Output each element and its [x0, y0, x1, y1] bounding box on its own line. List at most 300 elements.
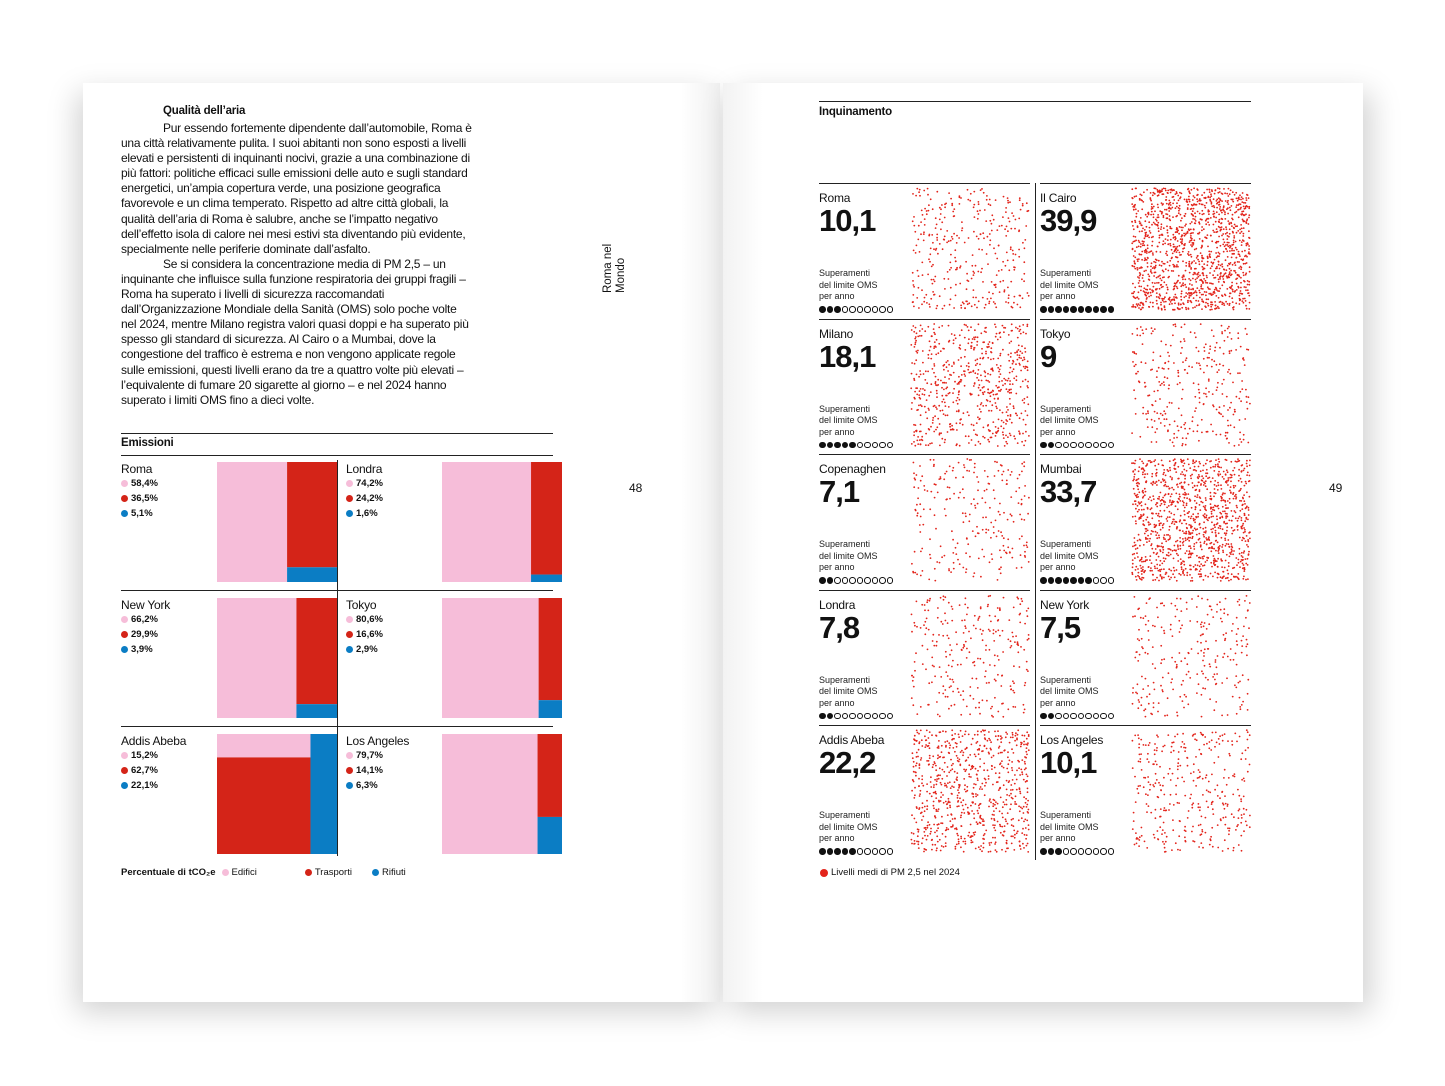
pm25-dot [1141, 637, 1143, 639]
pm25-dot [940, 350, 942, 352]
pm25-dot [1231, 520, 1233, 522]
pm25-dot [1179, 205, 1181, 207]
pm25-dot [930, 248, 932, 250]
pm25-dot [1177, 548, 1179, 550]
pm25-dot [1229, 352, 1231, 354]
pm25-dot [1219, 346, 1221, 348]
pm25-dot [1142, 329, 1144, 331]
pm25-dot [1206, 202, 1208, 204]
pm25-dot [1154, 272, 1156, 274]
pm25-dot [1232, 493, 1234, 495]
pm25-dot [1199, 463, 1201, 465]
pm25-dot [921, 775, 923, 777]
pm25-dot [948, 742, 950, 744]
pm25-dot [914, 477, 916, 479]
pm25-dot [918, 733, 920, 735]
pm25-dot [1228, 222, 1230, 224]
pm25-dot [965, 515, 967, 517]
pm25-dot [1233, 550, 1235, 552]
pm25-dot [1019, 613, 1021, 615]
pm25-dot [1162, 524, 1164, 526]
pm25-dot [1241, 639, 1243, 641]
pm25-dot [1210, 306, 1212, 308]
pm25-dot [1207, 256, 1209, 258]
pm25-dot [1158, 496, 1160, 498]
data-label: 36,5% [131, 493, 158, 504]
pm25-dot [1229, 502, 1231, 504]
pm25-dot [1166, 225, 1168, 227]
pm25-dot [1214, 301, 1216, 303]
pm25-dot [996, 461, 998, 463]
pm25-dot [1174, 458, 1176, 460]
pm25-dot [1025, 332, 1027, 334]
pm25-dot [1246, 262, 1248, 264]
filled-circle-icon [1048, 442, 1055, 449]
pm25-dot [1170, 245, 1172, 247]
pm25-dot [1017, 478, 1019, 480]
pm25-dot [983, 237, 985, 239]
pm25-dot [1158, 242, 1160, 244]
pm25-dot [950, 254, 952, 256]
pm25-dot [1220, 496, 1222, 498]
pm25-dot [1225, 434, 1227, 436]
pm25-dot [1194, 306, 1196, 308]
pm25-dot [1194, 410, 1196, 412]
pm25-dot [1241, 481, 1243, 483]
pm25-dot [948, 392, 950, 394]
pm25-dot [952, 401, 954, 403]
pm25-dot [1002, 411, 1004, 413]
pm25-dot [1014, 801, 1016, 803]
pm25-dot [1174, 463, 1176, 465]
pm25-dot [1210, 495, 1212, 497]
pm25-dot [993, 393, 995, 395]
pm25-dot [972, 530, 974, 532]
pm25-dot [1248, 308, 1250, 310]
pm25-dot [1219, 268, 1221, 270]
pm25-dot [1180, 627, 1182, 629]
pm25-dot [1235, 494, 1237, 496]
pm25-dot [1170, 239, 1172, 241]
pm25-dot [935, 217, 937, 219]
pm25-dot [1205, 676, 1207, 678]
pm25-dot [973, 385, 975, 387]
pm25-dot [941, 386, 943, 388]
pm25-dot [1151, 203, 1153, 205]
pm25-dot [1177, 425, 1179, 427]
pm25-dot [1185, 286, 1187, 288]
pm25-dot [916, 515, 918, 517]
pm25-dot [993, 357, 995, 359]
pm25-dot [1134, 250, 1136, 252]
pm25-dot [1175, 541, 1177, 543]
pm25-dot [1235, 485, 1237, 487]
pm25-dot [1174, 523, 1176, 525]
pm25-dot [1248, 245, 1250, 247]
emissions-cell-new-york [121, 598, 337, 723]
pm25-dot [1200, 286, 1202, 288]
pm25-dot [973, 347, 975, 349]
pm25-dot [965, 731, 967, 733]
pm25-dot [1193, 187, 1195, 189]
pm25-dot [1176, 521, 1178, 523]
pm25-dot [1216, 371, 1218, 373]
pm25-dot-field [910, 458, 1030, 582]
pm25-dot [1156, 370, 1158, 372]
pm25-dot [981, 347, 983, 349]
pm25-dot [1145, 328, 1147, 330]
pm25-dot [1170, 512, 1172, 514]
pm25-dot [978, 248, 980, 250]
pm25-dot [979, 408, 981, 410]
pm25-dot [1154, 465, 1156, 467]
pm25-dot [1142, 467, 1144, 469]
pm25-dot [1154, 625, 1156, 627]
pm25-dot [1216, 408, 1218, 410]
pm25-dot [934, 404, 936, 406]
pm25-dot [1184, 489, 1186, 491]
pm25-dot [921, 779, 923, 781]
pm25-dot [1194, 500, 1196, 502]
pm25-dot [1236, 257, 1238, 259]
pm25-dot [1233, 242, 1235, 244]
filled-circle-icon [827, 713, 834, 720]
pm25-dot [1233, 426, 1235, 428]
pm25-dot [1230, 270, 1232, 272]
pm25-dot [1225, 259, 1227, 261]
pm25-dot [1161, 626, 1163, 628]
pm25-dot [1228, 580, 1230, 582]
pm25-dot [1161, 503, 1163, 505]
pm25-dot [1132, 687, 1134, 689]
pm25-dot [973, 204, 975, 206]
pm25-dot [1243, 233, 1245, 235]
pm25-dot [964, 625, 966, 627]
pm25-dot [1178, 302, 1180, 304]
pm25-dot [956, 399, 958, 401]
pm25-dot [1155, 524, 1157, 526]
pm25-dot [1248, 197, 1250, 199]
pm25-dot [1199, 275, 1201, 277]
filled-circle-icon [1055, 306, 1062, 313]
pm25-dot [1210, 217, 1212, 219]
pm25-dot [1235, 512, 1237, 514]
pm25-dot [1145, 236, 1147, 238]
pm25-dot [925, 627, 927, 629]
pm25-dot [1239, 229, 1241, 231]
pm25-dot [960, 356, 962, 358]
pm25-dot [1240, 199, 1242, 201]
pm25-dot [1163, 227, 1165, 229]
pm25-dot [931, 279, 933, 281]
pm25-dot [1177, 257, 1179, 259]
pm25-dot [1230, 189, 1232, 191]
pm25-dot [950, 704, 952, 706]
pm25-dot [1163, 537, 1165, 539]
pm25-dot [1024, 761, 1026, 763]
pm25-dot [988, 681, 990, 683]
pm25-dot [1134, 516, 1136, 518]
pm25-dot [1217, 202, 1219, 204]
pm25-dot [1155, 513, 1157, 515]
pm25-dot [1132, 573, 1134, 575]
pm25-dot [1028, 295, 1030, 297]
pm25-dot [1193, 566, 1195, 568]
pm25-dot [952, 659, 954, 661]
pm25-dot [1190, 268, 1192, 270]
pm25-dot [911, 408, 913, 410]
pm25-dot [1239, 696, 1241, 698]
pm25-dot [1212, 293, 1214, 295]
pm25-dot [1152, 194, 1154, 196]
pm25-dot [946, 498, 948, 500]
pm25-dot [1235, 576, 1237, 578]
pm25-dot [1014, 706, 1016, 708]
pm25-dot [1245, 206, 1247, 208]
pm25-dot [1245, 558, 1247, 560]
pm25-dot [1150, 302, 1152, 304]
pm25-dot [947, 675, 949, 677]
pm25-dot [1140, 361, 1142, 363]
pm25-dot [1226, 469, 1228, 471]
pm25-dot [932, 416, 934, 418]
pm25-dot [1019, 433, 1021, 435]
pm25-dot [921, 435, 923, 437]
pm25-dot [1007, 379, 1009, 381]
pm25-dot [1236, 643, 1238, 645]
pm25-dot [1230, 480, 1232, 482]
pm25-dot [1196, 534, 1198, 536]
treemap-block-rifiuti [287, 567, 337, 582]
pm25-dot [1180, 548, 1182, 550]
pm25-dot [1202, 515, 1204, 517]
pm25-dot [987, 343, 989, 345]
pm25-dot [976, 362, 978, 364]
pm25-dot [1139, 502, 1141, 504]
pm25-dot [958, 375, 960, 377]
pm25-dot [1164, 632, 1166, 634]
pm25-dot [990, 395, 992, 397]
pm25-dot [994, 461, 996, 463]
pm25-dot [1163, 410, 1165, 412]
pm25-dot [1210, 507, 1212, 509]
pm25-dot [1209, 345, 1211, 347]
pm25-dot [1182, 679, 1184, 681]
pm25-dot [1191, 516, 1193, 518]
pm25-dot [1165, 199, 1167, 201]
pm25-dot [1227, 202, 1229, 204]
pm25-dot [1236, 395, 1238, 397]
pm25-dot [1176, 231, 1178, 233]
pm25-dot [966, 288, 968, 290]
pm25-dot [1135, 372, 1137, 374]
pm25-dot [1180, 660, 1182, 662]
pm25-dot [998, 659, 1000, 661]
pm25-dot [1237, 230, 1239, 232]
pm25-dot [945, 671, 947, 673]
pm25-dot [1215, 295, 1217, 297]
pm25-dot [987, 356, 989, 358]
caption-line: del limite OMS [1040, 686, 1099, 697]
pm25-dot [1144, 494, 1146, 496]
pm25-dot [1183, 469, 1185, 471]
pm25-dot [1241, 388, 1243, 390]
pm25-dot [936, 224, 938, 226]
pm25-dot [1012, 680, 1014, 682]
pm25-dot [1236, 633, 1238, 635]
gutter-shadow [723, 83, 763, 1002]
pm25-dot [930, 198, 932, 200]
legend-dot-icon [121, 495, 128, 502]
pm25-dot [1151, 426, 1153, 428]
pm25-dot [1138, 491, 1140, 493]
filled-circle-icon [834, 306, 841, 313]
pm25-dot [1233, 658, 1235, 660]
pm25-dot [917, 512, 919, 514]
pm25-dot [1209, 517, 1211, 519]
pm25-dot [1196, 606, 1198, 608]
pm25-dot [1011, 819, 1013, 821]
pm25-dot [1174, 576, 1176, 578]
pm25-dot [1151, 543, 1153, 545]
pm25-dot [976, 422, 978, 424]
pm25-dot [993, 629, 995, 631]
pm25-dot [1015, 392, 1017, 394]
pm25-dot [1191, 537, 1193, 539]
pm25-dot [1140, 578, 1142, 580]
pm25-dot [1182, 443, 1184, 445]
pm25-dot [1215, 231, 1217, 233]
pm25-dot [1153, 266, 1155, 268]
pm25-dot [1133, 255, 1135, 257]
empty-circle-icon [1070, 442, 1077, 449]
pm25-dot [912, 280, 914, 282]
pm25-dot [1152, 359, 1154, 361]
pm25-dot [967, 543, 969, 545]
pm25-dot [1234, 224, 1236, 226]
pm25-dot [922, 274, 924, 276]
pm25-dot [1140, 616, 1142, 618]
pm25-dot [1207, 648, 1209, 650]
pm25-dot [1003, 331, 1005, 333]
pm25-dot [1169, 501, 1171, 503]
pm25-dot [1019, 621, 1021, 623]
pm25-dot [1155, 534, 1157, 536]
pm25-dot [1243, 227, 1245, 229]
pm25-dot [1180, 426, 1182, 428]
pollution-cell-copenaghen [819, 458, 1030, 586]
city-name: New York [121, 598, 171, 612]
empty-circle-icon [864, 577, 871, 584]
pm25-dot [1137, 547, 1139, 549]
pm25-dot [949, 423, 951, 425]
pm25-dot [1003, 196, 1005, 198]
pm25-dot [1021, 440, 1023, 442]
pm25-dot [1175, 207, 1177, 209]
pm25-dot [982, 639, 984, 641]
pm25-dot [951, 204, 953, 206]
pm25-dot [1221, 324, 1223, 326]
pm25-dot [1179, 252, 1181, 254]
pm25-dot [964, 242, 966, 244]
pm25-dot [1160, 284, 1162, 286]
pm25-dot [1141, 557, 1143, 559]
pm25-dot [1193, 228, 1195, 230]
pm25-dot [999, 225, 1001, 227]
pm25-dot [933, 430, 935, 432]
pm25-dot [1219, 208, 1221, 210]
pm25-dot [912, 272, 914, 274]
pm25-dot [1233, 250, 1235, 252]
pm25-dot [1167, 429, 1169, 431]
pm25-dot [984, 490, 986, 492]
pm25-dot [1141, 230, 1143, 232]
pm25-dot [1207, 209, 1209, 211]
pm25-dot [1206, 264, 1208, 266]
pm25-dot [1245, 305, 1247, 307]
pm25-dot [1148, 540, 1150, 542]
pm25-dot [1155, 548, 1157, 550]
pm25-dot [995, 435, 997, 437]
pm25-dot [1159, 235, 1161, 237]
pm25-dot [1133, 236, 1135, 238]
pm25-dot [1212, 393, 1214, 395]
pm25-dot [1188, 524, 1190, 526]
pm25-dot [1203, 579, 1205, 581]
pm25-dot [921, 303, 923, 305]
filled-circle-icon [1040, 442, 1047, 449]
pm25-dot [1142, 617, 1144, 619]
pm25-dot [1181, 193, 1183, 195]
pm25-dot [978, 238, 980, 240]
pm25-dot [944, 612, 946, 614]
pm25-dot [1215, 661, 1217, 663]
pm25-dot [945, 382, 947, 384]
pm25-dot [1147, 293, 1149, 295]
pm25-dot [913, 286, 915, 288]
pm25-dot [1185, 213, 1187, 215]
pm25-dot [1147, 535, 1149, 537]
pm25-dot [981, 633, 983, 635]
pm25-dot [1019, 199, 1021, 201]
pm25-dot [1215, 287, 1217, 289]
pm25-dot [1002, 280, 1004, 282]
pm25-dot [1132, 470, 1134, 472]
pm25-dot [945, 784, 947, 786]
pm25-dot [929, 253, 931, 255]
pm25-dot [1013, 377, 1015, 379]
pm25-dot [1186, 200, 1188, 202]
pm25-dot [1234, 495, 1236, 497]
pm25-dot [1153, 351, 1155, 353]
pm25-dot [1191, 221, 1193, 223]
pm25-dot [1179, 695, 1181, 697]
essay-paragraph-1: Pur essendo fortemente dipendente dall’automobile, Roma è una città relativamente pulita. I suoi abitanti non sono esposti a livelli elevati e persistenti di inquinanti nocivi, grazie a una combinazione di più fattori: politiche efficaci sulle emissioni delle auto e sugli standard energetici, un’ampia copertura verde, una posizione geografica favorevole e un clima temperato. Rispetto ad altre città globali, la qualità dell’aria di Roma è salubre, anche se l’impatto negativo dell’effetto isola di calore nei mesi estivi sta diventando più evidente, specialmente nelle periferie dominate dall’asfalto. [121, 121, 472, 256]
pm25-dot [1249, 480, 1251, 482]
pm25-dot [1249, 460, 1251, 462]
pm25-dot [1161, 213, 1163, 215]
pm25-dot [1211, 513, 1213, 515]
pm25-dot [977, 730, 979, 732]
pm25-dot [1154, 282, 1156, 284]
pm25-dot [942, 685, 944, 687]
running-head: Roma nel Mondo [602, 243, 627, 293]
pm25-dot [1181, 217, 1183, 219]
pm25-dot [957, 687, 959, 689]
pm25-dot [1144, 220, 1146, 222]
pm25-dot [1000, 425, 1002, 427]
pm25-dot [1011, 761, 1013, 763]
